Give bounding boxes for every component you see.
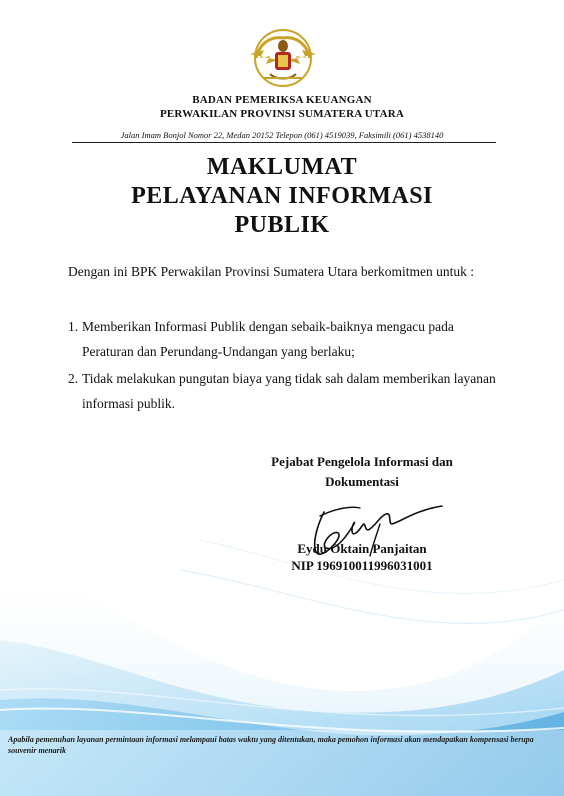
list-item [68,366,498,416]
title-line-3: PUBLIK [234,212,330,238]
document-title [0,153,564,240]
garuda-emblem-icon [244,28,322,88]
list-item-text: Tidak melakukan pungutan biaya yang tidak sah dalam memberikan layanan informasi publik. [82,371,496,411]
footer-note: Apabila pemenuhan layanan permintaan informasi melampaui batas waktu yang ditentukan, maka pemohon informasi akan mendapatkan kompensasi berupa souvenir menarik [8,735,534,755]
list-item-number: 1. [68,319,79,334]
signatory-name: Eydu Oktain Panjaitan [297,541,427,556]
list-item [68,314,498,364]
commitment-list [68,314,498,418]
list-item-number: 2. [68,371,79,386]
signatory-position: Pejabat Pengelola Informasi dan Dokumentasi [271,454,453,489]
org-name: BADAN PEMERIKSA KEUANGAN [192,94,372,106]
office-address: Jalan Imam Bonjol Nomor 22, Medan 20152 Telepon (061) 4519039, Faksimili (061) 4538140 [120,130,444,140]
office-name: PERWAKILAN PROVINSI SUMATERA UTARA [159,108,405,120]
signatory-nip: NIP 196910011996031001 [291,558,433,573]
list-item-text: Memberikan Informasi Publik dengan sebaik-baiknya mengacu pada Peraturan dan Perundang-Undangan yang berlaku; [82,319,454,359]
title-line-1: MAKLUMAT [206,154,358,180]
intro-paragraph: Dengan ini BPK Perwakilan Provinsi Sumatera Utara berkomitmen untuk : [68,264,475,279]
header-divider [72,142,496,143]
title-line-2: PELAYANAN INFORMASI [131,183,433,209]
